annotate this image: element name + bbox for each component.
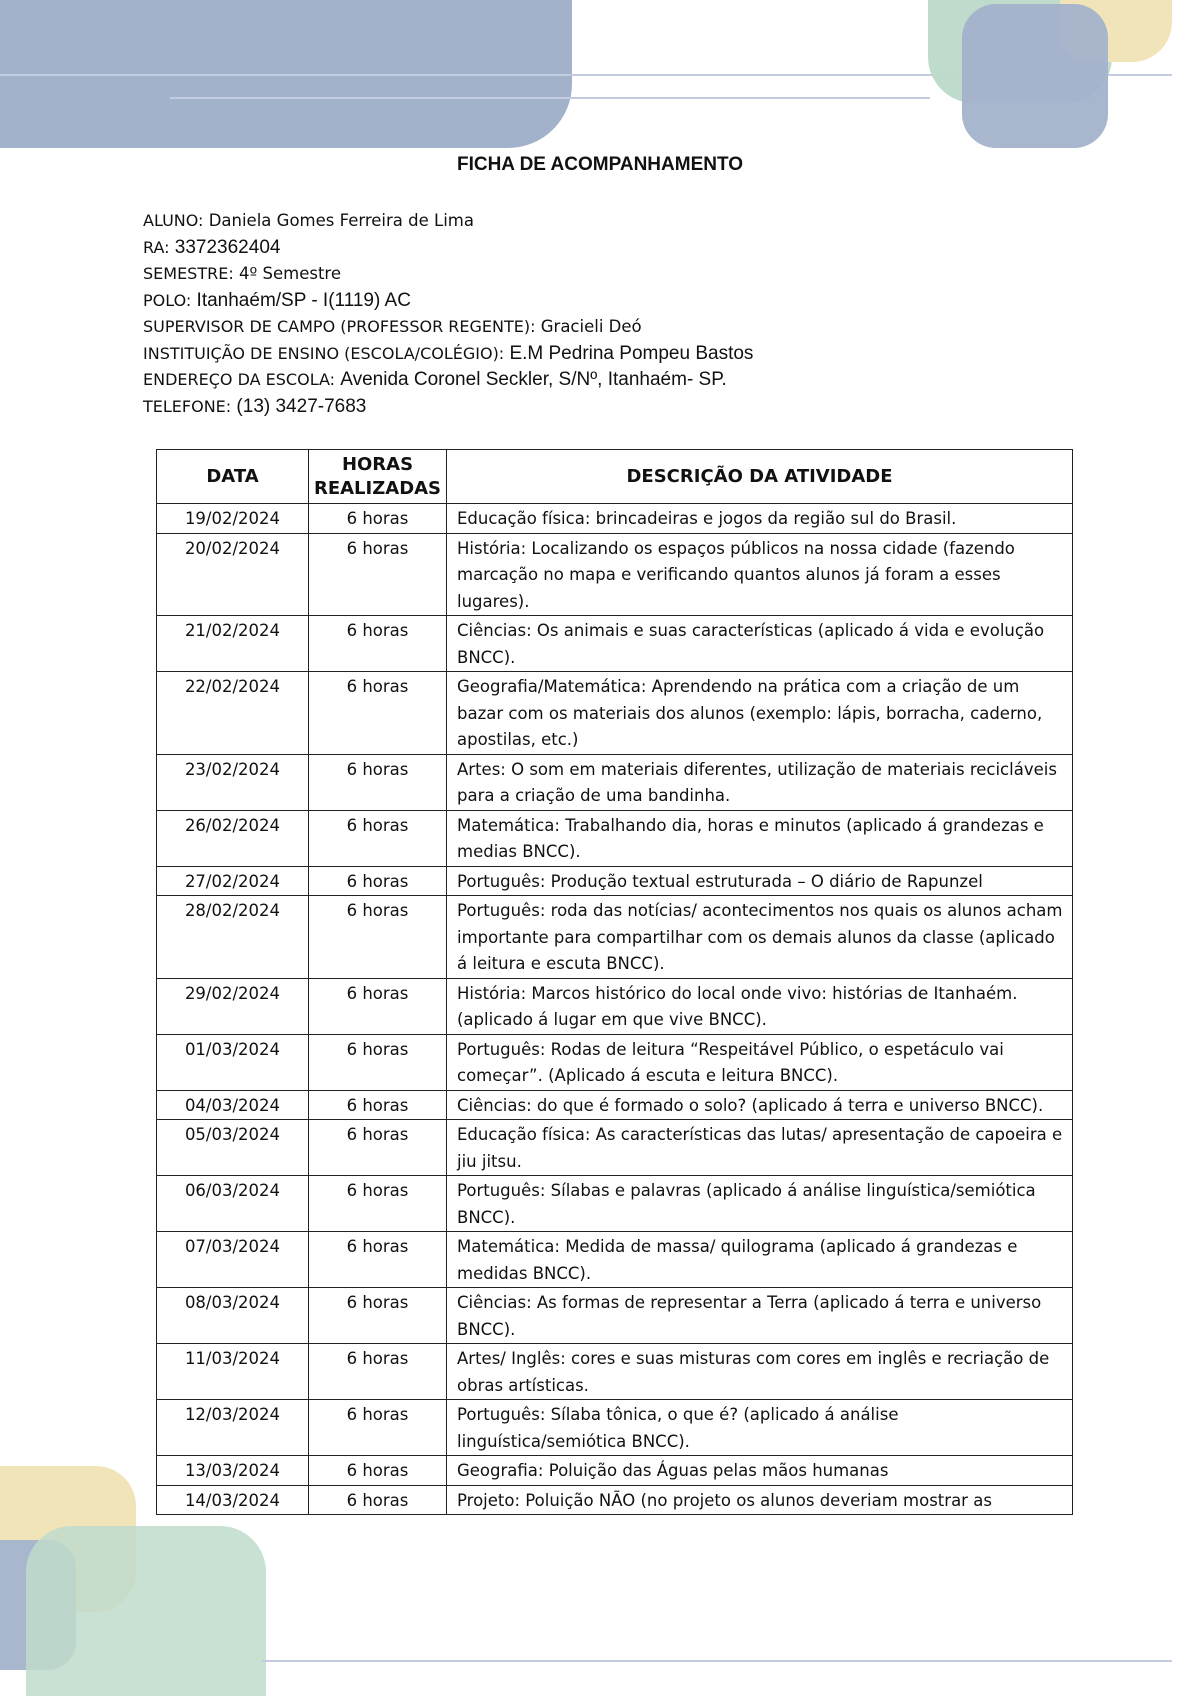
- cell-date: 20/02/2024: [157, 533, 309, 616]
- info-value: Daniela Gomes Ferreira de Lima: [208, 211, 474, 230]
- info-supervisor: [143, 314, 753, 341]
- table-row: [157, 672, 1073, 755]
- table-row: [157, 754, 1073, 810]
- cell-description: Português: Produção textual estruturada – O diário de Rapunzel: [447, 866, 1073, 896]
- cell-date: 12/03/2024: [157, 1400, 309, 1456]
- cell-description: Matemática: Trabalhando dia, horas e minutos (aplicado á grandezas e medias BNCC).: [447, 810, 1073, 866]
- info-label: ENDEREÇO DA ESCOLA:: [143, 370, 336, 389]
- cell-date: 29/02/2024: [157, 978, 309, 1034]
- cell-date: 05/03/2024: [157, 1120, 309, 1176]
- cell-hours: 6 horas: [309, 754, 447, 810]
- info-semestre: [143, 261, 753, 288]
- cell-description: Educação física: brincadeiras e jogos da região sul do Brasil.: [447, 504, 1073, 534]
- cell-hours: 6 horas: [309, 1034, 447, 1090]
- info-endereco: [143, 367, 753, 394]
- cell-hours: 6 horas: [309, 1232, 447, 1288]
- cell-description: Geografia: Poluição das Águas pelas mãos humanas: [447, 1456, 1073, 1486]
- cell-hours: 6 horas: [309, 1288, 447, 1344]
- cell-date: 19/02/2024: [157, 504, 309, 534]
- decorative-line-bottom: [262, 1660, 1172, 1662]
- table-row: [157, 1034, 1073, 1090]
- info-label: SUPERVISOR DE CAMPO (PROFESSOR REGENTE):: [143, 317, 536, 336]
- cell-hours: 6 horas: [309, 866, 447, 896]
- cell-date: 13/03/2024: [157, 1456, 309, 1486]
- table-row: [157, 1288, 1073, 1344]
- decorative-shape-top-right-blue: [962, 4, 1108, 148]
- activity-table: [156, 449, 1073, 1515]
- cell-hours: 6 horas: [309, 1090, 447, 1120]
- table-row: [157, 1176, 1073, 1232]
- info-value: 3372362404: [174, 236, 281, 258]
- info-value: Avenida Coronel Seckler, S/Nº, Itanhaém- SP.: [340, 369, 727, 390]
- table-row: [157, 978, 1073, 1034]
- cell-hours: 6 horas: [309, 978, 447, 1034]
- cell-description: Educação física: As características das lutas/ apresentação de capoeira e jiu jitsu.: [447, 1120, 1073, 1176]
- cell-hours: 6 horas: [309, 1344, 447, 1400]
- cell-description: Artes: O som em materiais diferentes, utilização de materiais recicláveis para a criação de uma bandinha.: [447, 754, 1073, 810]
- table-row: [157, 504, 1073, 534]
- cell-hours: 6 horas: [309, 672, 447, 755]
- cell-date: 14/03/2024: [157, 1485, 309, 1515]
- table-row: [157, 896, 1073, 979]
- cell-description: Ciências: do que é formado o solo? (aplicado á terra e universo BNCC).: [447, 1090, 1073, 1120]
- info-value: Gracieli Deó: [540, 317, 642, 336]
- cell-description: Ciências: As formas de representar a Terra (aplicado á terra e universo BNCC).: [447, 1288, 1073, 1344]
- table-row: [157, 1344, 1073, 1400]
- table-row: [157, 1232, 1073, 1288]
- cell-description: Português: roda das notícias/ acontecimentos nos quais os alunos acham importante para compartilhar com os demais alunos da classe (aplicado á leitura e escuta BNCC).: [447, 896, 1073, 979]
- table-row: [157, 866, 1073, 896]
- document-title: FICHA DE ACOMPANHAMENTO: [456, 154, 744, 175]
- table-row: [157, 810, 1073, 866]
- cell-description: Português: Sílaba tônica, o que é? (aplicado á análise linguística/semiótica BNCC).: [447, 1400, 1073, 1456]
- cell-hours: 6 horas: [309, 533, 447, 616]
- cell-description: Projeto: Poluição NÃO (no projeto os alunos deveriam mostrar as: [447, 1485, 1073, 1515]
- cell-date: 26/02/2024: [157, 810, 309, 866]
- cell-hours: 6 horas: [309, 1176, 447, 1232]
- cell-description: Geografia/Matemática: Aprendendo na prática com a criação de um bazar com os materiais dos alunos (exemplo: lápis, borracha, caderno, apostilas, etc.): [447, 672, 1073, 755]
- cell-description: História: Marcos histórico do local onde vivo: histórias de Itanhaém. (aplicado á lugar em que vive BNCC).: [447, 978, 1073, 1034]
- header-data: DATA: [157, 450, 309, 504]
- info-label: RA:: [143, 237, 170, 257]
- cell-hours: 6 horas: [309, 1120, 447, 1176]
- cell-description: Artes/ Inglês: cores e suas misturas com cores em inglês e recriação de obras artísticas.: [447, 1344, 1073, 1400]
- cell-date: 28/02/2024: [157, 896, 309, 979]
- table-row: [157, 1485, 1073, 1515]
- table-body: [157, 504, 1073, 1515]
- cell-date: 27/02/2024: [157, 866, 309, 896]
- cell-date: 04/03/2024: [157, 1090, 309, 1120]
- cell-date: 11/03/2024: [157, 1344, 309, 1400]
- info-label: INSTITUIÇÃO DE ENSINO (ESCOLA/COLÉGIO):: [143, 343, 505, 363]
- info-value: 4º Semestre: [238, 264, 341, 283]
- table-header-row: [157, 450, 1073, 504]
- cell-hours: 6 horas: [309, 896, 447, 979]
- info-label: TELEFONE:: [143, 396, 232, 416]
- decorative-line-top-inner: [170, 97, 930, 99]
- info-value: E.M Pedrina Pompeu Bastos: [509, 342, 754, 364]
- cell-date: 06/03/2024: [157, 1176, 309, 1232]
- cell-hours: 6 horas: [309, 504, 447, 534]
- info-ra: [143, 235, 753, 262]
- cell-description: Ciências: Os animais e suas características (aplicado á vida e evolução BNCC).: [447, 616, 1073, 672]
- cell-description: Português: Sílabas e palavras (aplicado á análise linguística/semiótica BNCC).: [447, 1176, 1073, 1232]
- table-row: [157, 1456, 1073, 1486]
- cell-hours: 6 horas: [309, 1400, 447, 1456]
- cell-description: Português: Rodas de leitura “Respeitável Público, o espetáculo vai começar”. (Aplicado á escuta e leitura BNCC).: [447, 1034, 1073, 1090]
- cell-date: 01/03/2024: [157, 1034, 309, 1090]
- info-label: POLO:: [143, 290, 192, 310]
- info-label: ALUNO:: [143, 211, 204, 230]
- cell-date: 07/03/2024: [157, 1232, 309, 1288]
- decorative-shape-bottom-green: [26, 1526, 266, 1696]
- cell-hours: 6 horas: [309, 616, 447, 672]
- table-row: [157, 533, 1073, 616]
- table-row: [157, 1090, 1073, 1120]
- cell-hours: 6 horas: [309, 1485, 447, 1515]
- cell-date: 21/02/2024: [157, 616, 309, 672]
- header-horas: HORAS REALIZADAS: [309, 450, 447, 504]
- info-label: SEMESTRE:: [143, 264, 234, 283]
- cell-hours: 6 horas: [309, 1456, 447, 1486]
- info-value: (13) 3427-7683: [236, 395, 367, 417]
- cell-description: História: Localizando os espaços públicos na nossa cidade (fazendo marcação no mapa e verificando quantos alunos já foram a esses lugares).: [447, 533, 1073, 616]
- info-value: Itanhaém/SP - I(1119) AC: [196, 289, 411, 311]
- table-row: [157, 616, 1073, 672]
- header-descricao: DESCRIÇÃO DA ATIVIDADE: [447, 450, 1073, 504]
- info-polo: [143, 288, 753, 315]
- table-row: [157, 1120, 1073, 1176]
- cell-date: 23/02/2024: [157, 754, 309, 810]
- info-aluno: [143, 208, 753, 235]
- cell-description: Matemática: Medida de massa/ quilograma (aplicado á grandezas e medidas BNCC).: [447, 1232, 1073, 1288]
- cell-date: 08/03/2024: [157, 1288, 309, 1344]
- info-instituicao: [143, 341, 753, 368]
- table-row: [157, 1400, 1073, 1456]
- student-info: [143, 208, 753, 420]
- cell-hours: 6 horas: [309, 810, 447, 866]
- cell-date: 22/02/2024: [157, 672, 309, 755]
- info-telefone: [143, 394, 753, 421]
